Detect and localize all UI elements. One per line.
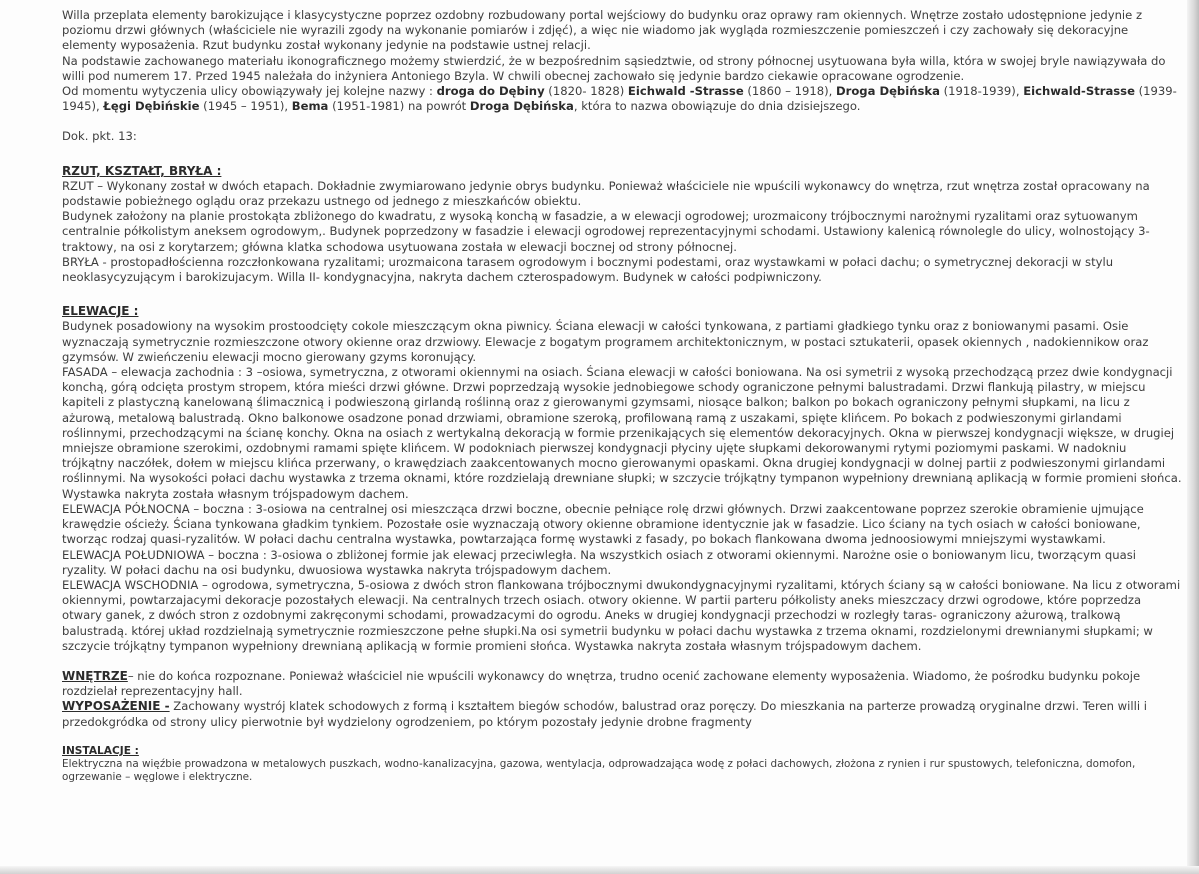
north-elevation-paragraph: ELEWACJA PÓŁNOCNA – boczna : 3-osiowa na centralnej osi mieszcząca drzwi boczne, obecnie pełniące rolę drzwi głównych. Drzwi zaakcentowane poprzez szerokie obramienie ujmujące krawędzie ościeży. Ściana tynkowana gładkim tynkiem. Pozostałe osie wyznaczają otwory okienne obramione identycznie jak w fasadzie. Lico ściany na tych osiach w całości boniowane, tworząc rodzaj quasi-ryzalitów. W połaci dachu centralna wystawka, powtarzająca formę wystawki z fasady, po bokach flankowana dwoma jednoosiowymi mniejszymi wystawkami. [62, 501, 1144, 547]
instalacje-section [62, 745, 1182, 784]
street-date: (1951-1981) na powrót [328, 99, 470, 114]
rzut-section [62, 164, 1182, 286]
instalacje-heading: INSTALACJE : [62, 744, 139, 757]
street-date: (1860 – 1918), [743, 84, 836, 99]
south-elevation-paragraph: ELEWACJA POŁUDNIOWA – boczna : 3-osiowa o zbliżonej formie jak elewacj przeciwległa. Na wszystkich osiach z otworami okiennymi. Narożne osie o boniowanym licu, tworzącym quasi ryzality. W połaci dachu na osi budynku, dwuosiowa wystawka nakryta trójspadowym dachem. [62, 547, 1136, 577]
intro-section [62, 8, 1182, 114]
elewacje-paragraph-general: Budynek posadowiony na wysokim prostoodcięty cokole mieszczącym okna piwnicy. Ściana elewacji w całości tynkowana, z partiami gładkiego tynku oraz z boniowanymi pasami. Osie wyznaczają symetrycznie rozmieszczone otwory okienne oraz drzwiowy. Elewacje z bogatym programem architektonicznym, w postaci sztukaterii, opasek okiennych , nadokiennikow oraz gzymsów. W zwieńczeniu elewacji mocno gierowany gzyms koronujący. [62, 319, 1149, 364]
street-name: droga do Dębiny [436, 84, 545, 99]
rzut-paragraph-1: RZUT – Wykonany został w dwóch etapach. Dokładnie zwymiarowano jedynie obrys budynku. Ponieważ właściciele nie wpuścili wykonawcy do wnętrza, rzut wnętrza został opracowany na podstawie pobieżnego oglądu oraz przekazu ustnego od jednego z mieszkańców obiektu. [62, 178, 1150, 209]
wyposazenie-text: Zachowany wystrój klatek schodowych z formą i kształtem biegów schodów, balustrad oraz poręczy. Do mieszkania na parterze prowadzą oryginalne drzwi. Teren willi i przedokgródka od strony ulicy pierwotnie był wydzielony ogrodzeniem, po którym pozostały jedynie drobne fragmenty [62, 699, 1147, 729]
bryla-paragraph: BRYŁA - prostopadłościenna rozczłonkowana ryzalitami; urozmaicona tarasem ogrodowym i bocznymi podestami, oraz wystawkami w połaci dachu; o symetrycznej dekoracji w stylu neoklasycyzującym i barokizujacym. Willa II- kondygnacyjna, nakryta dachem czterospadowym. Budynek w całości podpiwniczony. [62, 254, 1114, 285]
street-names-paragraph [62, 84, 1182, 114]
street-name: Bema [291, 99, 329, 114]
wnetrze-heading: WNĘTRZE [62, 668, 128, 683]
fasada-paragraph: FASADA – elewacja zachodnia : 3 –osiowa, symetryczna, z otworami okiennymi na osiach. Ściana elewacji w całości boniowana. Na osi symetrii z wysoką przechodzącą przez dwie kondygnacji konchą, górą odcięta prostym stropem, która mieści drzwi główne. Drzwi poprzedzają wysokie jednobiegowe schody ograniczone pełnymi balustradami. Drzwi flankują pilastry, w miejscu kapiteli z plastyczną kanelowaną ślimacznicą i podwieszoną girlandą roślinną oraz z gierowanymi gzymsami, niosące balkon; balkon po bokach ograniczony pełnymi słupkami, na licu z ażurową, metalową balustradą. Okno balkonowe osadzone ponad drzwiami, obramione szeroką, profilowaną ramą z uszakami, spięte klińcem. Po bokach z podwieszonymi girlandami roślinnymi, przechodzącymi na ścianę konchy. Okna na osiach z wertykalną dekoracją w formie przenikających się elementów dekoracyjnych. Okna w pierwszej kondygnacji większe, w drugiej mniejsze obramione szerokimi, ozdobnymi ramami spięte klińcem. W podokniach pierwszej kondygnacji płyciny ujęte słupkami dekorowanymi rytymi poziomymi paskami. W nadokniu trójkątny naczółek, dołem w miejscu klińca przerwany, o krawędziach zaakcentowanych mocno gierowanymi opaskami. Okna drugiej kondygnacji w dolnej partii z podwieszonymi girlandami roślinnymi. Na wysokości połaci dachu wystawka z trzema oknami, które rozdzielają drewniane słupki; w szczycie trójkątny tympanon wypełniony drewnianą aplikacją w formie promieni słońca. Wystawka nakryta została własnym trójspadowym dachem. [62, 365, 1182, 501]
elewacje-section [62, 304, 1182, 654]
wyposazenie-heading: WYPOSAŻENIE - [62, 699, 170, 714]
rzut-heading: RZUT, KSZTAŁT, BRYŁA : [62, 163, 222, 178]
street-names-end: , która to nazwa obowiązuje do dnia dzisiejszego. [573, 99, 861, 114]
document-body [62, 8, 1182, 784]
street-date: (1945 – 1951), [199, 99, 292, 114]
wyposazenie-paragraph [62, 699, 1182, 729]
wnetrze-paragraph [62, 669, 1182, 699]
street-name: Łęgi Dębińskie [103, 99, 200, 114]
wnetrze-section [62, 669, 1182, 730]
street-name: Droga Dębińska [469, 99, 574, 114]
street-name: Droga Dębińska [835, 84, 940, 99]
instalacje-text: Elektryczna na więźbie prowadzona w metalowych puszkach, wodno-kanalizacyjna, gazowa, wentylacja, odprowadzająca wodę z połaci dachowych, złożona z rynien i rur spustowych, telefoniczna, domofon, ogrzewanie – węglowe i elektryczne. [62, 757, 1136, 783]
street-name: Eichwald -Strasse [627, 84, 744, 99]
street-names-lead: Od momentu wytyczenia ulicy obowiązywały jej kolejne nazwy : [62, 84, 437, 99]
document-point-label: Dok. pkt. 13: [62, 129, 137, 144]
intro-paragraph-1: Willa przeplata elementy barokizujące i klasycystyczne poprzez ozdobny rozbudowany portal wejściowy do budynku oraz oprawy ram okiennych. Wnętrze zostało udostępnione jedynie z poziomu drzwi głównych (właściciele nie wyrazili zgody na wykonanie pomiarów i zdjęć), a więc nie wiadomo jak wygląda rozmieszczenie pomieszczeń i czy zachowały się dekoracyjne elementy wyposażenia. Rzut budynku został wykonany jedynie na podstawie ustnej relacji. [62, 8, 1143, 53]
intro-paragraph-2: Na podstawie zachowanego materiału ikonograficznego możemy stwierdzić, że w bezpośrednim sąsiedztwie, od strony północnej usytuowana była willa, która w swojej bryle nawiązywała do willi pod numerem 17. Przed 1945 należała do inżyniera Antoniego Bzyla. W chwili obecnej zachowało się jedynie bardzo ciekawie opracowane ogrodzenie. [62, 53, 1166, 83]
street-name: Eichwald-Strasse [1023, 84, 1135, 99]
east-elevation-paragraph: ELEWACJA WSCHODNIA – ogrodowa, symetryczna, 5-osiowa z dwóch stron flankowana trójbocznymi dwukondygnacyjnymi ryzalitami, których ściany są w całości boniowane. Na licu z otworami okiennymi, powtarzajacymi dekoracje pozostałych elewacji. Na centralnych trzech osiach. otwory okienne. W partii parteru półkolisty aneks mieszczacy drzwi ogrodowe, które poprzedza otwary ganek, z dwóch stron z ozdobnymi zakręconymi schodami, prowadzacymi do ogrodu. Aneks w drugiej kondygnacji przechodzi w rozległy taras- ograniczony ażurową, tralkową balustradą. której układ rozdzielnają symetrycznie rozmieszczone pełne słupki.Na osi symetrii budynku w połaci dachu wystawka z trzema oknami, rozdzielonymi drewnianymi słupkami; w szczycie trójkątny tympanon wypełniony drewnianą aplikacją w formie promieni słońca. Wystawka nakryta została własnym trójspadowym dachem. [62, 577, 1181, 653]
street-date: (1820- 1828) [544, 84, 628, 99]
wnetrze-text: – nie do końca rozpoznane. Ponieważ właściciel nie wpuścili wykonawcy do wnętrza, trudno ocenić zachowane elementy wyposażenia. Wiadomo, że pośrodku budynku pokoje rozdzielał reprezentacyjny hall. [62, 668, 1141, 699]
street-date: (1918-1939), [939, 84, 1024, 99]
rzut-paragraph-2: Budynek założony na planie prostokąta zbliżonego do kwadratu, z wysoką konchą w fasadzie, a w elewacji ogrodowej; urozmaicony trójbocznymi narożnymi ryzalitami oraz sytuowanym centralnie półkolistym aneksem ogrodowym,. Budynek poprzedzony w fasadzie i elewacji ogrodowej reprezentacyjnymi schodami. Ustawiony kalenicą równolegle do ulicy, wolnostojący 3- traktowy, na osi z korytarzem; główna klatka schodowa usytuowana została w elewacji bocznej od strony północnej. [62, 209, 1150, 254]
elewacje-heading: ELEWACJE : [62, 304, 139, 319]
street-date: (1939-1945), [62, 84, 1177, 114]
scan-edge-bottom [0, 866, 1199, 874]
scan-edge-right [1187, 0, 1199, 874]
